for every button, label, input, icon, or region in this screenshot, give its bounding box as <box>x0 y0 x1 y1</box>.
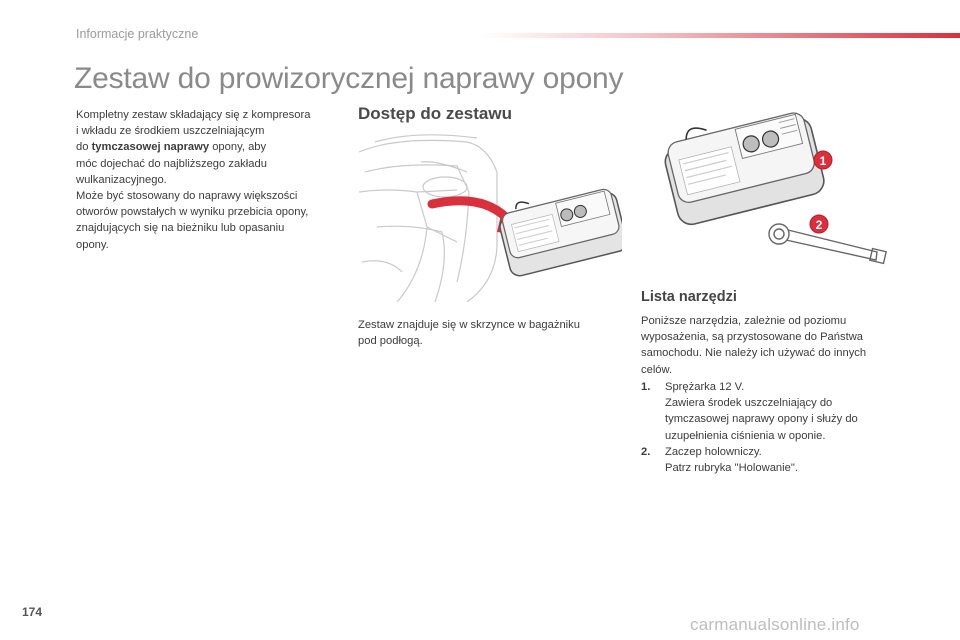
tool-text <box>665 379 858 444</box>
section-header: Informacje praktyczne <box>76 27 199 41</box>
tools-desc-line: wyposażenia, są przystosowane do Państwa <box>641 331 864 344</box>
tool-line: Sprężarka 12 V. <box>665 381 745 393</box>
page-number: 174 <box>22 605 43 619</box>
watermark: carmanualsonline.info <box>690 615 860 634</box>
tools-section-title: Lista narzędzi <box>641 289 737 305</box>
intro-line: móc dojechać do najbliższego zakładu <box>76 157 267 170</box>
callout-2: 2 <box>815 218 823 232</box>
intro-line: opony. <box>76 238 109 251</box>
tool-line: Patrz rubryka "Holowanie". <box>665 462 798 475</box>
intro-line: otworów powstałych w wyniku przebicia opony, <box>76 206 309 219</box>
caption-line: pod podłogą. <box>358 335 423 348</box>
page-title: Zestaw do prowizorycznej naprawy opony <box>74 62 624 95</box>
tool-list <box>641 379 911 476</box>
intro-text: do <box>76 141 92 154</box>
access-section-title: Dostęp do zestawu <box>358 104 512 123</box>
intro-line: Kompletny zestaw składający się z kompresora <box>76 109 311 121</box>
intro-line <box>76 139 346 155</box>
header-rule <box>480 33 960 38</box>
tools-desc-line: Poniższe narzędzia, zależnie od poziomu <box>641 315 847 327</box>
tool-line: tymczasowej naprawy opony i służy do <box>665 413 858 426</box>
caption-line: Zestaw znajduje się w skrzynce w bagażniku <box>358 319 580 331</box>
tool-number: 1. <box>641 381 651 393</box>
tool-line: Zawiera środek uszczelniający do <box>665 397 833 410</box>
tool-line: Zaczep holowniczy. <box>665 445 762 458</box>
intro-bold-text: tymczasowej naprawy <box>91 141 210 154</box>
tool-item-tow-hook <box>641 444 911 476</box>
intro-line: i wkładu ze środkiem uszczelniającym <box>76 125 265 138</box>
tool-number: 2. <box>641 445 651 458</box>
trunk-illustration <box>357 132 622 304</box>
repair-kit-illustration <box>645 110 905 280</box>
callout-1: 1 <box>819 154 827 168</box>
tool-line: uzupełnienia ciśnienia w oponie. <box>665 429 826 442</box>
intro-line: znajdujących się na bieżniku lub opasaniu <box>76 222 285 235</box>
intro-text: opony, aby <box>209 141 267 154</box>
tools-description <box>641 313 911 378</box>
intro-paragraph <box>76 107 346 253</box>
intro-line: Może być stosowany do naprawy większości <box>76 190 298 203</box>
intro-line: wulkanizacyjnego. <box>76 173 167 186</box>
tool-item-compressor <box>641 379 911 444</box>
tools-desc-line: samochodu. Nie należy ich używać do innych <box>641 347 867 360</box>
access-caption <box>358 317 613 349</box>
tool-text <box>665 444 798 476</box>
tools-desc-line: celów. <box>641 363 673 376</box>
